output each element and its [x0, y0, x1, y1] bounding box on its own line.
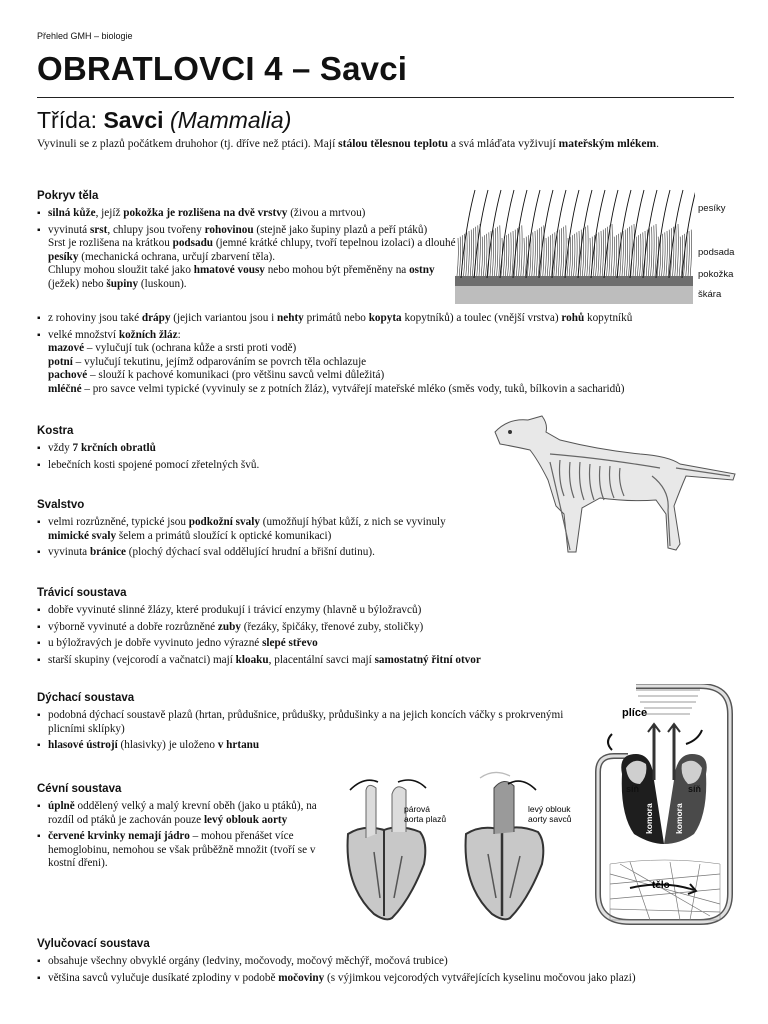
list-item: ▪ dobře vyvinuté slinné žlázy, které produkují i trávicí enzymy (hlavně u býložravců) — [37, 604, 597, 618]
heart-comparison-diagram — [340, 768, 580, 926]
list-item: ▪ podobná dýchací soustavě plazů (hrtan, průdušnice, průdušky, průdušinky a na jejich koncích váčky s prokrvenými plicními sklípky) — [37, 709, 577, 736]
underfur-hair — [679, 237, 680, 276]
list-item: ▪ silná kůže, jejíž pokožka je rozlišena na dvě vrstvy (živou a mrtvou) — [37, 207, 457, 221]
underfur-hair — [468, 231, 469, 276]
underfur-hair — [653, 225, 654, 276]
dog-skeleton-illustration — [490, 410, 740, 570]
underfur-hair — [629, 227, 630, 276]
list-item: ▪ vždy 7 krčních obratlů — [37, 442, 477, 456]
underfur-hair — [486, 234, 487, 276]
cevni-list — [37, 800, 337, 874]
heart-label-levy-oblouk: levý oblouk — [528, 804, 571, 814]
underfur-hair — [519, 227, 520, 276]
list-item: ▪ hlasové ústrojí (hlasivky) je uloženo v hrtanu — [37, 739, 577, 753]
underfur-hair — [602, 230, 603, 276]
svalstvo-list — [37, 516, 477, 563]
underfur-hair — [483, 235, 484, 276]
guard-hair — [682, 190, 695, 278]
underfur-hair — [635, 237, 636, 276]
circ-label-sin-left: síň — [626, 784, 640, 794]
underfur-hair — [664, 232, 665, 276]
underfur-hair — [505, 235, 506, 276]
circ-label-komora-left: komora — [644, 803, 654, 834]
underfur-hair — [576, 232, 577, 276]
underfur-hair — [651, 227, 652, 276]
underfur-hair — [640, 234, 641, 276]
skin-hair-diagram — [455, 188, 695, 306]
underfur-hair — [622, 231, 623, 276]
list-item: ▪ lebečních kosti spojené pomocí zřetelných švů. — [37, 459, 477, 473]
underfur-hair — [585, 227, 586, 276]
underfur-hair — [690, 230, 691, 276]
list-item: ▪ úplně oddělený velký a malý krevní oběh (jako u ptáků), na rozdíl od ptáků je zachován pouze levý oblouk aorty — [37, 800, 337, 827]
underfur-hair — [558, 230, 559, 276]
class-heading: Třída: Savci (Mammalia) — [37, 107, 292, 133]
pokryv-list — [37, 207, 457, 295]
list-item: ▪ z rohoviny jsou také drápy (jejich variantou jsou i nehty primátů nebo kopyta kopytníků) a toulec (vnější vrstva) rohů kopytníků — [37, 312, 742, 326]
kostra-list — [37, 442, 477, 475]
guard-hair — [604, 190, 618, 278]
underfur-hair — [459, 237, 460, 276]
vylucovaci-list — [37, 955, 747, 988]
underfur-hair — [534, 231, 535, 276]
list-item: ▪ výborně vyvinuté a dobře rozrůzněné zuby (řezáky, špičáky, třenové zuby, stoličky) — [37, 621, 597, 635]
underfur-hair — [521, 225, 522, 276]
underfur-hair — [508, 234, 509, 276]
heart-label-parova: párová — [404, 804, 430, 814]
skin-label-pokozka: pokožka — [698, 269, 734, 280]
circ-label-komora-right: komora — [674, 803, 684, 834]
underfur-hair — [624, 230, 625, 276]
underfur-hair — [648, 228, 649, 276]
underfur-hair — [497, 227, 498, 276]
circ-label-sin-right: síň — [688, 784, 702, 794]
pokryv-list-2 — [37, 312, 742, 400]
section-heading-travici: Trávicí soustava — [37, 587, 127, 599]
list-item: ▪ velmi rozrůzněné, typické jsou podkožní svaly (umožňují hýbat kůží, z nich se vyvinuly mimické svaly šelem a primátů sloužící k optické komunikaci) — [37, 516, 477, 543]
list-item: ▪ obsahuje všechny obvyklé orgány (ledviny, močovody, močový měchýř, močová trubice) — [37, 955, 747, 969]
list-item: ▪ velké množství kožních žláz: mazové – vylučují tuk (ochrana kůže a srsti proti vodě) potní – vylučují tekutinu, jejímž odparováním se povrch těla ochlazuje pachové – slouží k pachové komunikaci (pro většinu savců velmi důležitá) mléčné – pro savce velmi typické (vyvinuly se z potních žláz), vytvářejí mateřské mléko (směs vody, tuků, bílkovin a sacharidů) — [37, 329, 742, 397]
underfur-hair — [512, 231, 513, 276]
list-item: ▪ u býložravých je dobře vyvinuto jedno výrazné slepé střevo — [37, 637, 597, 651]
underfur-hair — [481, 237, 482, 276]
underfur-hair — [637, 235, 638, 276]
underfur-hair — [569, 237, 570, 276]
underfur-hair — [563, 227, 564, 276]
underfur-hair — [677, 224, 678, 276]
underfur-hair — [613, 237, 614, 276]
list-item: ▪ vyvinuta bránice (plochý dýchací sval oddělující hrudní a břišní dutinu). — [37, 546, 477, 560]
underfur-hair — [675, 225, 676, 276]
skin-label-pesiky: pesíky — [698, 203, 726, 214]
list-item: ▪ většina savců vylučuje dusíkaté zplodiny v podobě močoviny (s výjimkou vejcorodých vytvářejících kyselinu močovou jako plazi) — [37, 972, 747, 986]
underfur-hair — [611, 224, 612, 276]
circ-label-plice: plíce — [622, 707, 648, 719]
section-heading-vylucovaci: Vylučovací soustava — [37, 938, 150, 950]
travici-list — [37, 604, 597, 670]
section-heading-svalstvo: Svalstvo — [37, 499, 85, 511]
list-item: ▪ červené krvinky nemají jádro – mohou přenášet více hemoglobinu, nemohou se však průběžně množit (tvoří se v kostní dřeni). — [37, 830, 337, 871]
underfur-hair — [587, 225, 588, 276]
underfur-hair — [600, 231, 601, 276]
underfur-hair — [626, 228, 627, 276]
underfur-hair — [662, 234, 663, 276]
skin-label-skara: škára — [698, 289, 722, 300]
underfur-hair — [492, 230, 493, 276]
circ-label-telo: tělo — [652, 880, 670, 891]
underfur-hair — [655, 224, 656, 276]
circulation-diagram — [590, 684, 738, 928]
section-heading-dychaci: Dýchací soustava — [37, 692, 135, 704]
intro-paragraph: Vyvinuli se z plazů počátkem druhohor (tj. dříve než ptáci). Mají stálou tělesnou teplotu a svá mláďata vyživují mateřským mlékem. — [37, 138, 659, 150]
underfur-hair — [688, 231, 689, 276]
reptile-heart — [348, 780, 426, 919]
heart-label-aorty-savcu: aorty savců — [528, 814, 572, 824]
underfur-hair — [598, 232, 599, 276]
section-heading-kostra: Kostra — [37, 425, 74, 437]
underfur-hair — [560, 228, 561, 276]
underfur-hair — [457, 238, 458, 276]
heart-label-aorta-plazu: aorta plazů — [404, 814, 447, 824]
document-header: Přehled GMH – biologie — [37, 31, 133, 41]
underfur-hair — [494, 228, 495, 276]
underfur-hair — [545, 238, 546, 276]
underfur-hair — [666, 231, 667, 276]
underfur-hair — [549, 235, 550, 276]
page-title: OBRATLOVCI 4 – Savci — [37, 50, 408, 87]
underfur-hair — [571, 235, 572, 276]
guard-hair — [617, 190, 631, 278]
underfur-hair — [536, 230, 537, 276]
mammal-heart — [466, 772, 544, 919]
underfur-hair — [547, 237, 548, 276]
section-heading-cevni: Cévní soustava — [37, 783, 122, 795]
skin-label-podsada: podsada — [698, 247, 735, 258]
underfur-hair — [596, 234, 597, 276]
list-item: ▪ starší skupiny (vejcorodí a vačnatci) mají kloaku, placentální savci mají samostatný řitní otvor — [37, 654, 597, 668]
underfur-hair — [642, 232, 643, 276]
underfur-hair — [523, 238, 524, 276]
dychaci-list — [37, 709, 577, 756]
underfur-hair — [466, 232, 467, 276]
title-divider — [37, 97, 734, 98]
underfur-hair — [615, 235, 616, 276]
underfur-hair — [532, 232, 533, 276]
underfur-hair — [589, 238, 590, 276]
underfur-hair — [499, 225, 500, 276]
section-heading-pokryv: Pokryv těla — [37, 190, 99, 202]
list-item: ▪ vyvinutá srst, chlupy jsou tvořeny rohovinou (stejně jako šupiny plazů a peří ptáků) Srst je rozlišena na krátkou podsadu (jemné krátké chlupy, tvoří tepelnou izolaci) a dlouhé pesíky (mechanická ochrana, určují zbarvení těla). Chlupy mohou sloužit také jako hmatové vousy nebo mohou být přeměněny na ostny (ježek) nebo šupiny (luskoun). — [37, 224, 457, 292]
underfur-hair — [510, 232, 511, 276]
underfur-hair — [472, 228, 473, 276]
underfur-hair — [470, 230, 471, 276]
underfur-hair — [574, 234, 575, 276]
